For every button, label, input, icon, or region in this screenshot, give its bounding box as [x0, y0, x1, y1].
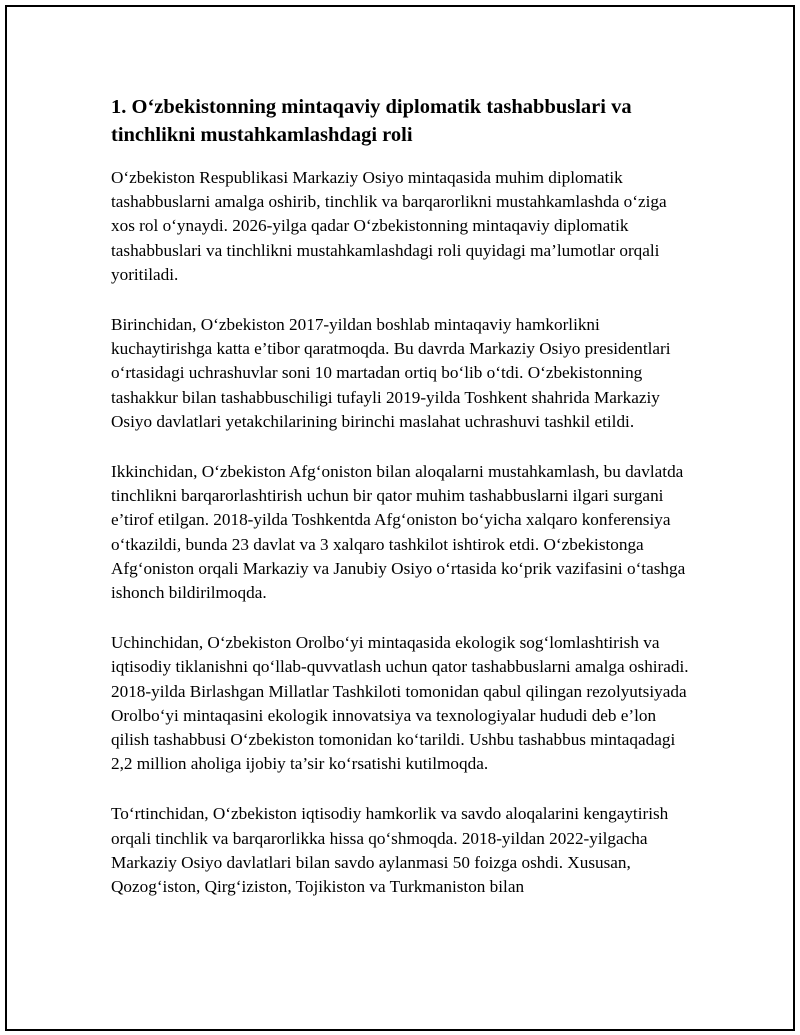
paragraph-first: Birinchidan, O‘zbekiston 2017-yildan boshlab mintaqaviy hamkorlikni kuchaytirishga katta e’tibor qaratmoqda. Bu davrda Markaziy Osiyo presidentlari o‘rtasidagi uchrashuvlar soni 10 martadan ortiq bo‘lib o‘tdi. O‘zbekistonning tashakkur bilan tashabbuschiligi tufayli 2019-yilda Toshkent shahrida Markaziy Osiyo davlatlari yetakchilarining birinchi maslahat uchrashuvi tashkil etildi. — [111, 315, 671, 431]
paragraph-intro: O‘zbekiston Respublikasi Markaziy Osiyo mintaqasida muhim diplomatik tashabbuslarni amalga oshirib, tinchlik va barqarorlikni mustahkamlashda o‘ziga xos rol o‘ynaydi. 2026-yilga qadar O‘zbekistonning mintaqaviy diplomatik tashabbuslari va tinchlikni mustahkamlashdagi roli quyidagi ma’lumotlar orqali yoritiladi. — [111, 168, 667, 284]
paragraph-fourth: To‘rtinchidan, O‘zbekiston iqtisodiy hamkorlik va savdo aloqalarini kengaytirish orqali tinchlik va barqarorlikka hissa qo‘shmoqda. 2018-yildan 2022-yilgacha Markaziy Osiyo davlatlari bilan savdo aylanmasi 50 foizga oshdi. Xususan, Qozog‘iston, Qirg‘iziston, Tojikiston va Turkmaniston bilan — [111, 804, 669, 897]
paragraph-second: Ikkinchidan, O‘zbekiston Afg‘oniston bilan aloqalarni mustahkamlash, bu davlatda tinchlikni barqarorlashtirish uchun bir qator muhim tashabbuslarni ilgari surgani e’tirof etilgan. 2018-yilda Toshkentda Afg‘oniston bo‘yicha xalqaro konferensiya o‘tkazildi, bunda 23 davlat va 3 xalqaro tashkilot ishtirok etdi. O‘zbekistonga Afg‘oniston orqali Markaziy va Janubiy Osiyo o‘rtasida ko‘prik vazifasini o‘tashga ishonch bildirilmoqda. — [111, 462, 686, 603]
section-heading: 1. O‘zbekistonning mintaqaviy diplomatik tashabbuslari va tinchlikni mustahkamlashdagi roli — [111, 96, 632, 146]
paragraph-third: Uchinchidan, O‘zbekiston Orolbo‘yi mintaqasida ekologik sog‘lomlashtirish va iqtisodiy tiklanishni qo‘llab-quvvatlash uchun qator tashabbuslarni amalga oshiradi. 2018-yilda Birlashgan Millatlar Tashkiloti tomonidan qabul qilingan rezolyutsiyada Orolbo‘yi mintaqasini ekologik innovatsiya va texnologiyalar hududi deb e’lon qilish tashabbusi O‘zbekiston tomonidan ko‘tarildi. Ushbu tashabbus mintaqadagi 2,2 million aholiga ijobiy ta’sir ko‘rsatishi kutilmoqda. — [111, 633, 689, 774]
document-body — [111, 93, 691, 925]
